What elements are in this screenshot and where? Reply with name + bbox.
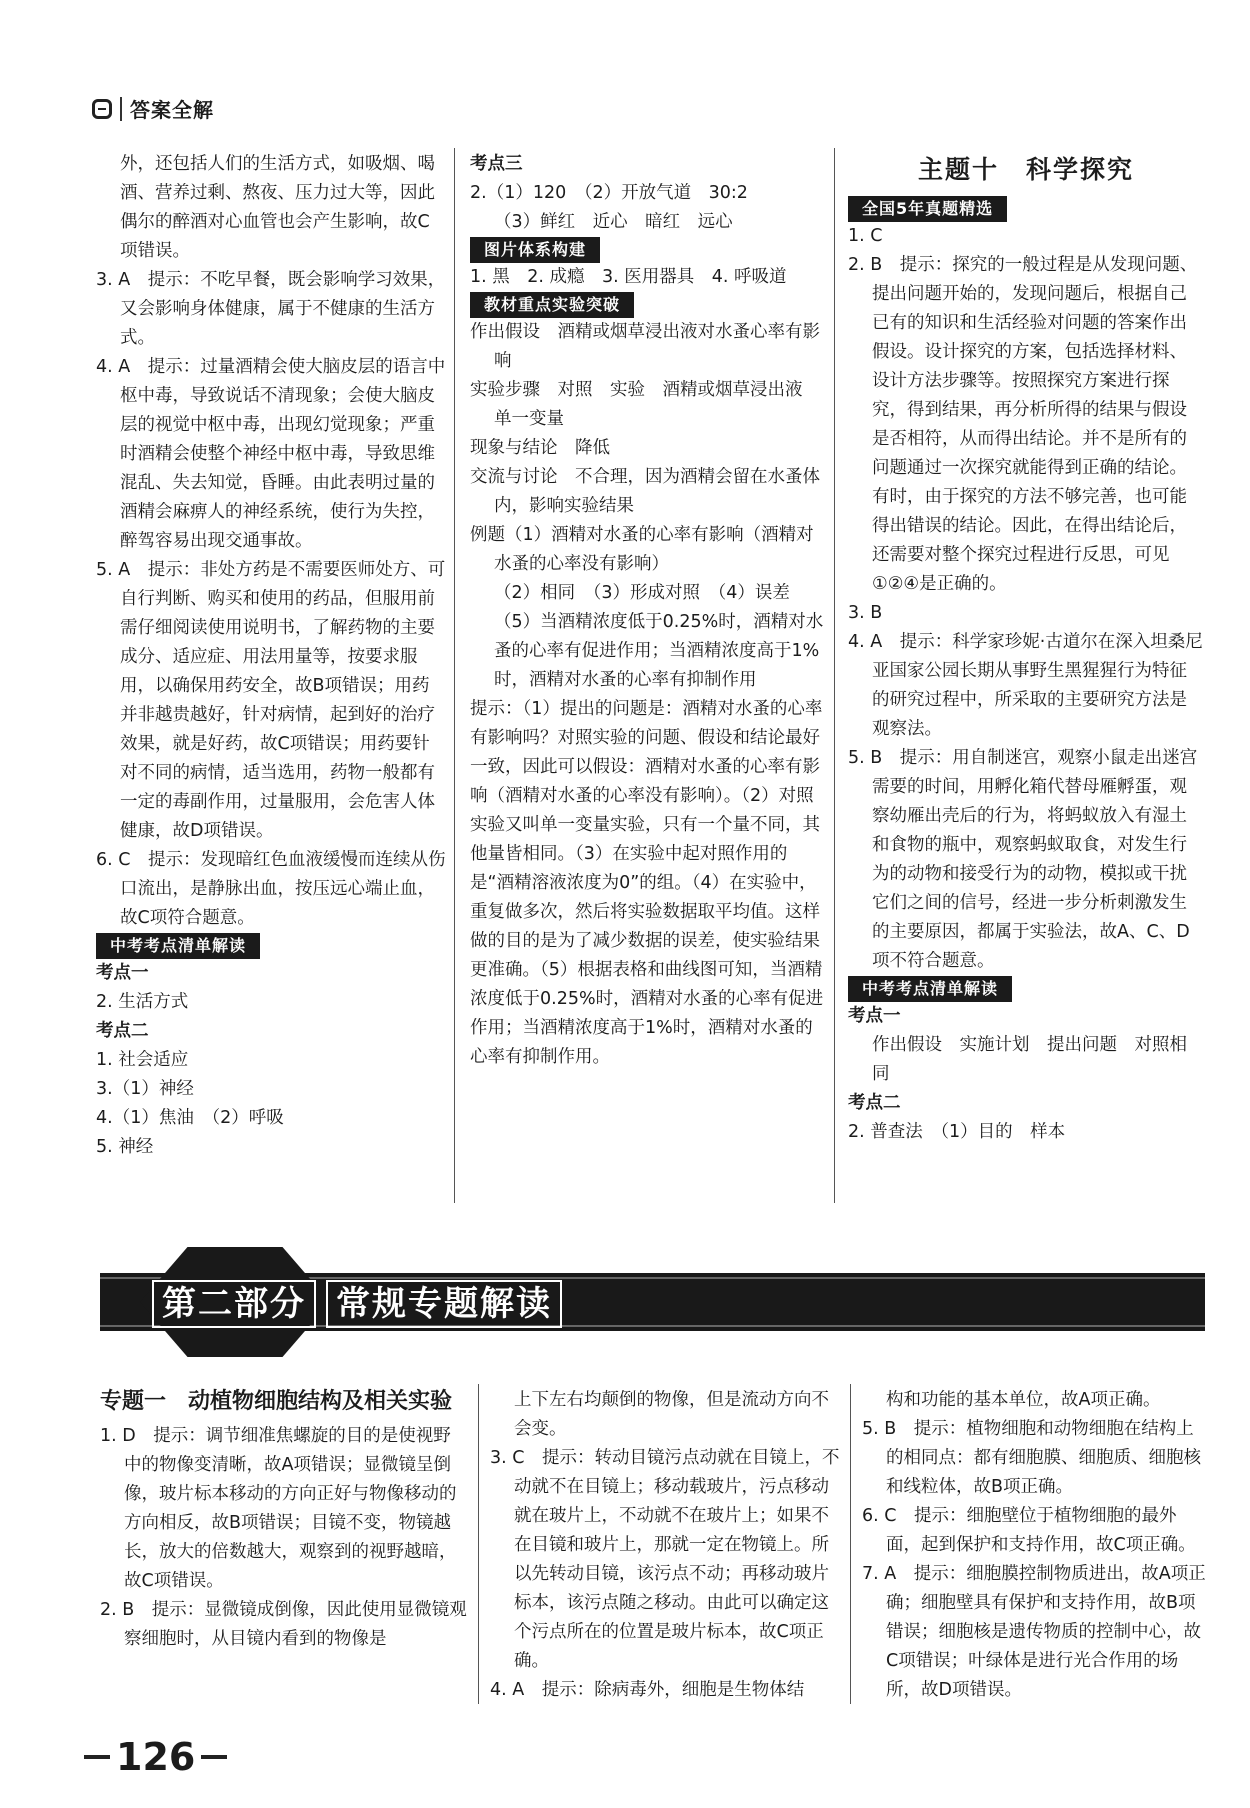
answer-item: 1. 社会适应 xyxy=(96,1050,189,1070)
answer-item: 2. 生活方式 xyxy=(96,992,189,1012)
answer-item: 4. A 提示：过量酒精会使大脑皮层的语言中枢中毒，导致说话不清现象；会使大脑皮层的视觉中枢中毒，出现幻觉现象；严重时酒精会使整个神经中枢中毒，导致思维混乱、失去知觉，昏睡。由此表明过量的酒精会麻痹人的神经系统，使行为失控，醉驾容易出现交通事故。 xyxy=(96,357,446,551)
answer-item: （3）鲜红 近心 暗红 远心 xyxy=(494,212,733,232)
section-banner: 图片体系构建 xyxy=(470,237,600,263)
answer-item: 作出假设 实施计划 提出问题 对照相同 xyxy=(872,1035,1187,1084)
answer-item: 作出假设 酒精或烟草浸出液对水蚤心率有影响 xyxy=(470,322,820,371)
answer-item: 3. B xyxy=(848,603,883,623)
column-divider xyxy=(850,1384,851,1704)
part-banner xyxy=(152,1280,562,1328)
book-logo-icon xyxy=(92,99,112,119)
header-divider xyxy=(120,97,122,121)
section-banner: 教材重点实验突破 xyxy=(470,292,634,318)
answer-item: 5. B 提示：用自制迷宫，观察小鼠走出迷宫需要的时间，用孵化箱代替母雁孵蛋，观察幼雁出壳后的行为，将蚂蚁放入有湿土和食物的瓶中，观察蚂蚁取食，对发生行为的动物和接受行为的动物，模拟或干扰它们之间的信号，经进一步分析刺激发生的主要原因，都属于实验法，故A、C、D项不符合题意。 xyxy=(848,748,1198,971)
part-title: 常规专题解读 xyxy=(326,1280,562,1328)
answer-item: 1. 黑 2. 成瘾 3. 医用器具 4. 呼吸道 xyxy=(470,267,787,287)
answer-item: 4. A 提示：科学家珍妮·古道尔在深入坦桑尼亚国家公园长期从事野生黑猩猩行为特征的研究过程中，所采取的主要研究方法是观察法。 xyxy=(848,632,1203,739)
section-banner: 中考考点清单解读 xyxy=(848,976,1012,1002)
section-banner: 中考考点清单解读 xyxy=(96,933,260,959)
answer-item: 5. A 提示：非处方药是不需要医师处方、可自行判断、购买和使用的药品，但服用前需仔细阅读使用说明书，了解药物的主要成分、适应症、用法用量等，按要求服用，以确保用药安全，故B项错误；用药并非越贵越好，针对病情，起到好的治疗效果，就是好药，故C项错误；用药要针对不同的病情，适当选用，药物一般都有一定的毒副作用，过量服用，会危害人体健康，故D项错误。 xyxy=(96,560,446,841)
column-divider xyxy=(454,148,455,1203)
knowledge-point-heading: 考点一 xyxy=(96,963,149,983)
knowledge-point-heading: 考点二 xyxy=(96,1021,149,1041)
answer-item: 2.（1）120 （2）开放气道 30:2 xyxy=(470,183,748,203)
answer-item: 例题（1）酒精对水蚤的心率有影响（酒精对水蚤的心率没有影响） xyxy=(470,525,814,574)
answer-item: 1. D 提示：调节细准焦螺旋的目的是使视野中的物像变清晰，故A项错误；显微镜呈倒像，玻片标本移动的方向正好与物像移动的方向相反，故B项错误；目镜不变，物镜越长，放大的倍数越大，观察到的视野越暗，故C项错误。 xyxy=(100,1426,457,1591)
answer-column-3 xyxy=(848,150,1204,1147)
page-number: 126 xyxy=(84,1735,227,1779)
knowledge-point-heading: 考点二 xyxy=(848,1093,901,1113)
page-header xyxy=(92,94,214,123)
topic-title: 主题十 科学探究 xyxy=(917,155,1134,184)
answer-item: 4.（1）焦油 （2）呼吸 xyxy=(96,1108,284,1128)
header-title: 答案全解 xyxy=(130,98,214,122)
answer-item: 6. C 提示：发现暗红色血液缓慢而连续从伤口流出，是静脉出血，按压远心端止血，故C项符合题意。 xyxy=(96,850,446,928)
bottom-column-3 xyxy=(862,1386,1206,1705)
answer-item: 7. A 提示：细胞膜控制物质进出，故A项正确；细胞壁具有保护和支持作用，故B项错误；细胞核是遗传物质的控制中心，故C项错误；叶绿体是进行光合作用的场所，故D项错误。 xyxy=(862,1564,1206,1700)
answer-item: 实验步骤 对照 实验 酒精或烟草浸出液 单一变量 xyxy=(470,380,820,429)
answer-item: （2）相同 （3）形成对照 （4）误差 xyxy=(494,583,790,603)
answer-item: 构和功能的基本单位，故A项正确。 xyxy=(886,1390,1161,1410)
answer-item: 4. A 提示：除病毒外，细胞是生物体结 xyxy=(490,1680,805,1700)
section-title: 专题一 动植物细胞结构及相关实验 xyxy=(100,1389,453,1414)
answer-item: 3. A 提示：不吃早餐，既会影响学习效果，又会影响身体健康，属于不健康的生活方式。 xyxy=(96,270,446,348)
bottom-column-2 xyxy=(490,1386,842,1705)
answer-item: 2. B 提示：探究的一般过程是从发现问题、提出问题开始的，发现问题后，根据自己已有的知识和生活经验对问题的答案作出假设。设计探究的方案，包括选择材料、设计方法步骤等。按照探究方案进行探究，得到结果，再分析所得的结果与假设是否相符，从而得出结论。并不是所有的问题通过一次探究就能得到正确的结论。有时，由于探究的方法不够完善，也可能得出错误的结论。因此，在得出结论后，还需要对整个探究过程进行反思，可见①②④是正确的。 xyxy=(848,255,1198,594)
answer-item: 3. C 提示：转动目镜污点动就在目镜上，不动就不在目镜上；移动载玻片，污点移动就在玻片上，不动就不在玻片上；如果不在目镜和玻片上，那就一定在物镜上。所以先转动目镜，该污点不动；再移动玻片标本，该污点随之移动。由此可以确定这个污点所在的位置是玻片标本，故C项正确。 xyxy=(490,1448,840,1671)
knowledge-point-heading: 考点三 xyxy=(470,154,523,174)
answer-item: 2. B 提示：显微镜成倒像，因此使用显微镜观察细胞时，从目镜内看到的物像是 xyxy=(100,1600,467,1649)
column-divider xyxy=(478,1384,479,1704)
answer-item: 现象与结论 降低 xyxy=(470,438,610,458)
answer-item: 5. B 提示：植物细胞和动物细胞在结构上的相同点：都有细胞膜、细胞质、细胞核和线粒体，故B项正确。 xyxy=(862,1419,1201,1497)
answer-item: 6. C 提示：细胞壁位于植物细胞的最外面，起到保护和支持作用，故C项正确。 xyxy=(862,1506,1196,1555)
section-banner: 全国5年真题精选 xyxy=(848,196,1007,222)
answer-column-1 xyxy=(96,150,446,1162)
part-number: 第二部分 xyxy=(152,1280,316,1328)
answer-item: 上下左右均颠倒的物像，但是流动方向不会变。 xyxy=(514,1390,829,1439)
answer-item: 3.（1）神经 xyxy=(96,1079,194,1099)
answer-item: （5）当酒精浓度低于0.25%时，酒精对水蚤的心率有促进作用；当酒精浓度高于1%时，酒精对水蚤的心率有抑制作用 xyxy=(494,612,824,690)
answer-item: 外，还包括人们的生活方式，如吸烟、喝酒、营养过剩、熬夜、压力过大等，因此偶尔的醉酒对心血管也会产生影响，故C项错误。 xyxy=(120,154,435,261)
answer-item: 提示：（1）提出的问题是：酒精对水蚤的心率有影响吗？对照实验的问题、假设和结论最好一致，因此可以假设：酒精对水蚤的心率有影响（酒精对水蚤的心率没有影响）。（2）对照实验又叫单一变量实验，只有一个量不同，其他量皆相同。（3）在实验中起对照作用的是“酒精溶液浓度为0”的组。（4）在实验中，重复做多次，然后将实验数据取平均值。这样做的目的是为了减少数据的误差，使实验结果更准确。（5）根据表格和曲线图可知，当酒精浓度低于0.25%时，酒精对水蚤的心率有促进作用；当酒精浓度高于1%时，酒精对水蚤的心率有抑制作用。 xyxy=(470,699,824,1067)
answer-item: 交流与讨论 不合理，因为酒精会留在水蚤体内，影响实验结果 xyxy=(470,467,820,516)
answer-item: 5. 神经 xyxy=(96,1137,154,1157)
answer-item: 2. 普查法 （1）目的 样本 xyxy=(848,1122,1066,1142)
knowledge-point-heading: 考点一 xyxy=(848,1006,901,1026)
bottom-column-1 xyxy=(100,1386,468,1654)
answer-item: 1. C xyxy=(848,226,883,246)
column-divider xyxy=(834,148,835,1203)
answer-column-2 xyxy=(470,150,826,1072)
